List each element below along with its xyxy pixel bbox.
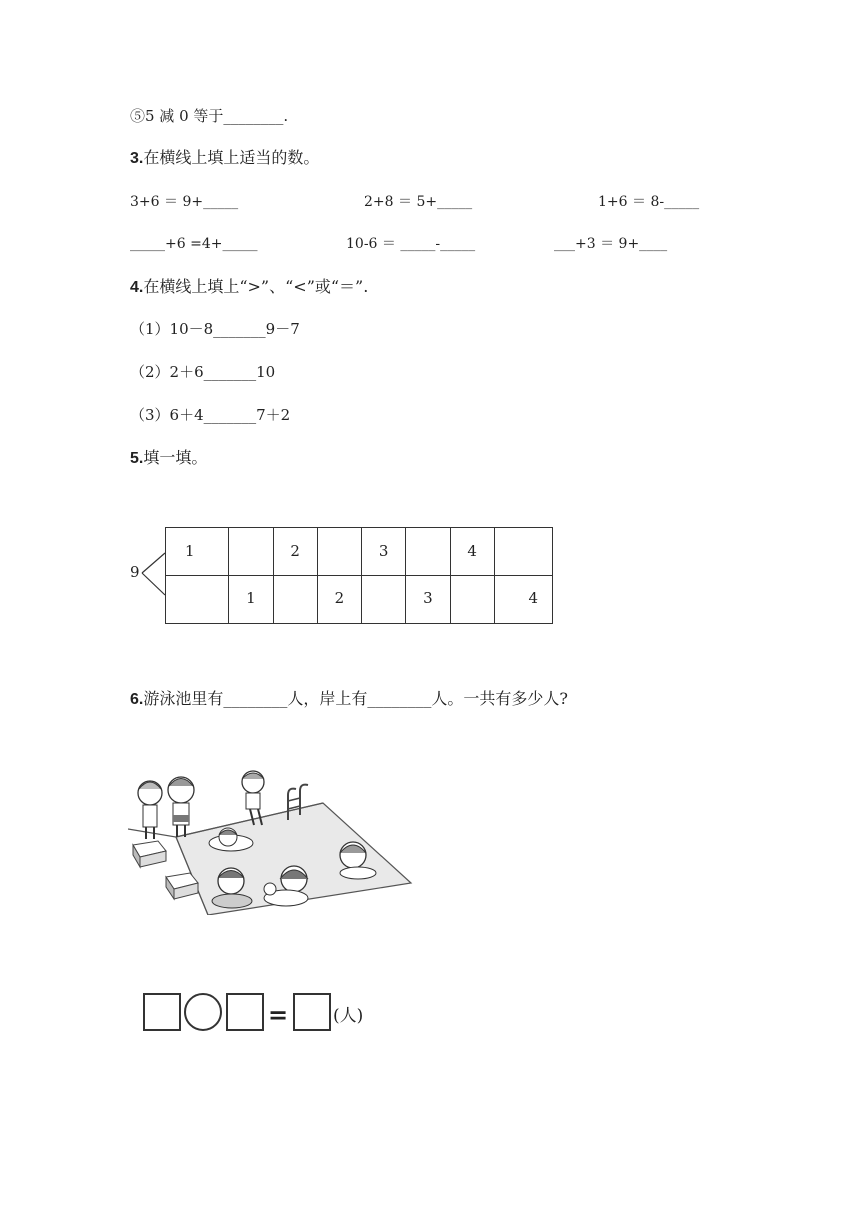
split-cell[interactable] [362, 576, 406, 624]
answer-box-1[interactable] [143, 993, 181, 1031]
split-cell[interactable] [494, 528, 552, 576]
q3-eq-4[interactable]: _____+6 =4+_____ [130, 236, 258, 252]
split-cell[interactable]: 4 [494, 576, 552, 624]
swimming-pool-illustration [128, 765, 413, 915]
q5-number: 5. [130, 450, 144, 467]
number-split-diagram [128, 525, 553, 629]
split-cell[interactable] [406, 528, 450, 576]
q2-item5: ⑤5 减 0 等于________. [130, 107, 289, 125]
q3-number: 3. [130, 150, 144, 167]
split-cell[interactable] [166, 576, 229, 624]
operator-circle[interactable] [184, 993, 222, 1031]
q6-text: 游泳池里有________人，岸上有________人。一共有多少人? [143, 689, 568, 708]
q5-text: 填一填。 [143, 448, 208, 467]
split-cell[interactable]: 1 [229, 576, 273, 624]
q3-eq-3[interactable]: 1+6 ＝ 8-_____ [598, 194, 700, 210]
q5-heading [130, 448, 207, 469]
q4-number: 4. [130, 279, 144, 296]
answer-box-2[interactable] [226, 993, 264, 1031]
equals-sign: = [268, 1001, 289, 1029]
split-cell[interactable]: 3 [406, 576, 450, 624]
split-cell[interactable]: 3 [362, 528, 406, 576]
unit-label: (人) [333, 1006, 364, 1026]
split-branch-lines [138, 525, 168, 625]
split-cell[interactable]: 1 [166, 528, 229, 576]
split-table [165, 527, 553, 624]
split-cell[interactable]: 2 [273, 528, 317, 576]
split-cell[interactable] [317, 528, 361, 576]
answer-box-result[interactable] [293, 993, 331, 1031]
q4-item-1[interactable]: （1）10－8_______9－7 [130, 320, 300, 338]
q3-heading [130, 148, 319, 169]
split-total: 9 [130, 563, 140, 581]
q4-item-2[interactable]: （2）2＋6_______10 [130, 363, 276, 381]
split-cell[interactable]: 2 [317, 576, 361, 624]
q6-heading [130, 689, 568, 710]
split-cell[interactable] [273, 576, 317, 624]
q4-item-3[interactable]: （3）6＋4_______7＋2 [130, 406, 291, 424]
q3-eq-5[interactable]: 10-6 ＝ _____-_____ [346, 236, 476, 252]
q3-eq-2[interactable]: 2+8 ＝ 5+_____ [364, 194, 473, 210]
q3-text: 在横线上填上适当的数。 [143, 148, 320, 167]
q6-number: 6. [130, 691, 144, 708]
q4-heading [130, 277, 368, 298]
split-cell[interactable] [450, 576, 494, 624]
q3-eq-1[interactable]: 3+6 ＝ 9+_____ [130, 194, 239, 210]
q4-text: 在横线上填上“>”、“<”或“＝”. [143, 277, 369, 296]
q3-eq-6[interactable]: ___+3 ＝ 9+____ [554, 236, 668, 252]
split-cell[interactable] [229, 528, 273, 576]
split-cell[interactable]: 4 [450, 528, 494, 576]
